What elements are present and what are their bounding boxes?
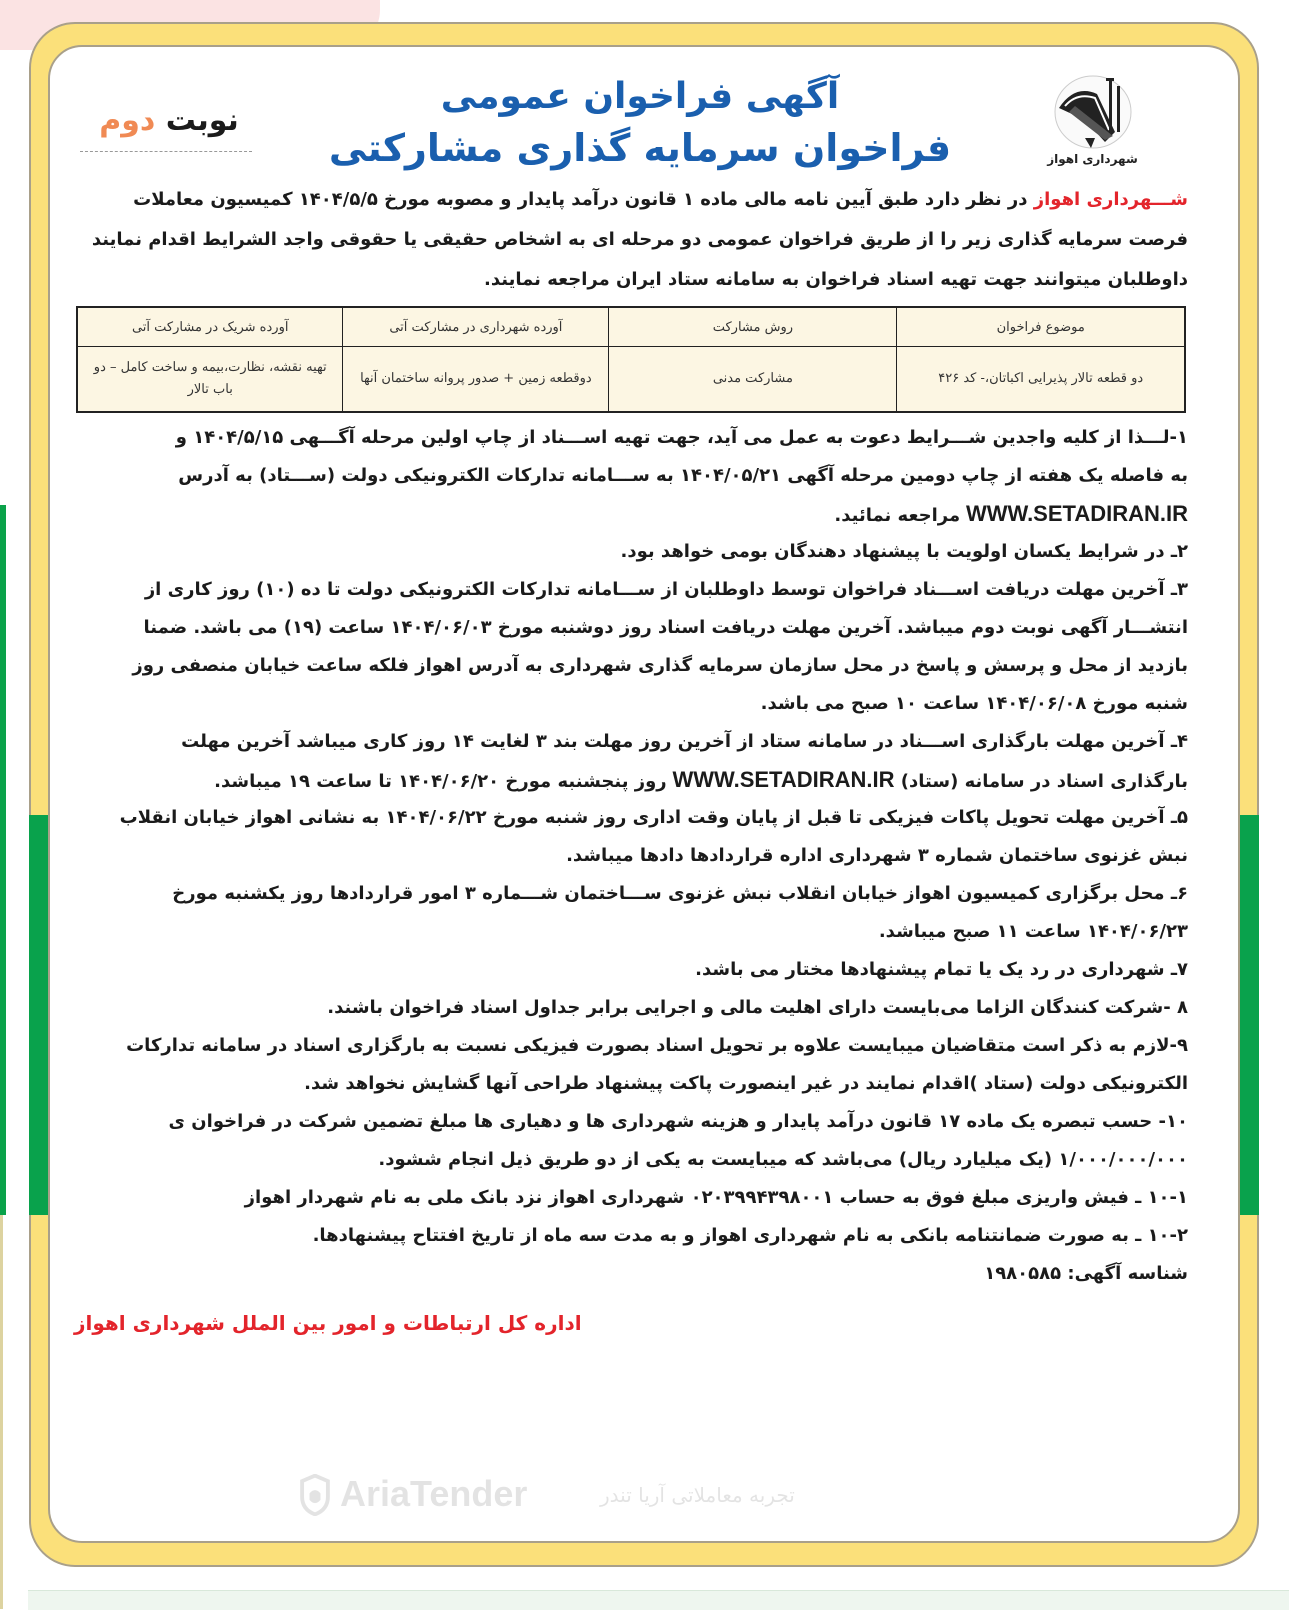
clause-9-line-2: الکترونیکی دولت (ستاد )اقدام نمایند در غیر اینصورت پاکت پیشنهاد طراحی آنها گشایش نخواهد شد. [304,1073,1188,1094]
clause-8: ۸ -شرکت کنندگان الزاما می‌بایست دارای اهلیت مالی و اجرایی برابر جداول اسناد فراخوان باشند. [327,997,1188,1018]
clause-3-line-1: ۳ـ آخرین مهلت دریافت اســـناد فراخوان توسط داوطلبان از ســـامانه تدارکات الکترونیکی دولت تا ده (۱۰) روز کاری از [144,579,1188,600]
clause-3-line-2: انتشـــار آگهی نوبت دوم میباشد. آخرین مهلت دریافت اسناد روز دوشنبه مورخ ۱۴۰۴/۰۶/۰۳ ساعت (۱۹) می باشد. ضمنا [143,617,1188,638]
table-cell: تهیه نقشه، نظارت،بیمه و ساخت کامل – دو باب تالار [77,347,343,413]
clause-10-line-2: ۱/۰۰۰/۰۰۰/۰۰۰ (یک میلیارد ریال) می‌باشد که میبایست به یکی از دو طریق ذیل انجام ششود. [378,1149,1188,1170]
clause-6-line-2: ۱۴۰۴/۰۶/۲۳ ساعت ۱۱ صبح میباشد. [878,921,1188,942]
clause-6-line-1: ۶ـ محل برگزاری کمیسیون اهواز خیابان انقلاب نبش غزنوی ســـاختمان شـــماره ۳ امور قراردادها روز یکشنبه مورخ [172,883,1188,904]
clause-5-line-1: ۵ـ آخرین مهلت تحویل پاکات فیزیکی تا قبل از پایان وقت اداری روز شنبه مورخ ۱۴۰۴/۰۶/۲۲ به نشانی اهواز خیابان انقلاب [119,807,1188,828]
badge-divider [80,151,252,152]
intro-line-1 [74,180,1188,220]
intro-line-1-text: در نظر دارد طبق آیین نامه مالی ماده ۱ قانون درآمد پایدار و مصوبه مورخ ۱۴۰۴/۵/۵ کمیسیون معاملات [133,189,1034,210]
clause-1-line-2: به فاصله یک هفته از چاپ دومین مرحله آگهی ۱۴۰۴/۰۵/۲۱ به ســـامانه تدارکات الکترونیکی دولت (ســـتاد) به آدرس [178,465,1188,486]
clause-1-line-1: ۱-لـــذا از کلیه واجدین شـــرایط دعوت به عمل می آید، جهت تهیه اســـناد از چاپ اولین مرحله آگـــهی ۱۴۰۴/۵/۱۵ و [175,427,1188,448]
clause-1-line-3-text: مراجعه نمائید. [834,505,966,526]
setad-url-link[interactable]: WWW.SETADIRAN.IR [672,767,895,792]
intro-line-2: فرصت سرمایه گذاری زیر را از طریق فراخوان عمومی دو مرحله ای به اشخاص حقیقی یا حقوقی واجد الشرایط اقدام نمایند [91,229,1188,250]
table-header: موضوع فراخوان [897,307,1185,347]
background-green-strip [0,505,6,1215]
logo-caption: شهرداری اهواز [1047,152,1138,166]
badge-word-second: دوم [99,103,156,138]
table-row [77,347,1185,413]
page-title: آگهی فراخوان عمومی [440,76,840,117]
signature-footer [74,1307,1188,1339]
clause-4-line-1: ۴ـ آخرین مهلت بارگذاری اســـناد در سامانه ستاد از آخرین روز مهلت بند ۳ لغایت ۱۴ روز کاری میباشد آخرین مهلت [181,731,1188,752]
table-header: آورده شریک در مشارکت آتی [77,307,343,347]
intro-line-3: داوطلبان میتوانند جهت تهیه اسناد فراخوان به سامانه ستاد ایران مراجعه نمایند. [484,269,1188,290]
ad-id: شناسه آگهی: ۱۹۸۰۵۸۵ [984,1263,1188,1284]
clause-3-line-3: بازدید از محل و پرسش و پاسخ در محل سازمان سرمایه گذاری شهرداری به آدرس اهواز فلکه ساعت خیابان منصفی روز [132,655,1188,676]
clause-10-line-1: ۱۰- حسب تبصره یک ماده ۱۷ قانون درآمد پایدار و هزینه شهرداری ها و دهیاری ها مبلغ تضمین شرکت در فراخوان ی [168,1111,1188,1132]
clause-7: ۷ـ شهرداری در رد یک یا تمام پیشنهادها مختار می باشد. [695,959,1188,980]
table-header-row [77,307,1185,347]
tender-table [76,306,1186,413]
intro-org-name: شـــهرداری اهواز [1033,189,1188,210]
publication-round-badge [84,98,254,144]
clause-3-line-4: شنبه مورخ ۱۴۰۴/۰۶/۰۸ ساعت ۱۰ صبح می باشد. [760,693,1188,714]
table-header: روش مشارکت [609,307,897,347]
table-cell: دوقطعه زمین + صدور پروانه ساختمان آنها [343,347,609,413]
signature-text: اداره کل ارتباطات و امور بین الملل شهرداری اهواز [74,1311,582,1335]
frame-green-band-right [1238,815,1259,1215]
clause-10-1: ۱۰-۱ ـ فیش واریزی مبلغ فوق به حساب ۰۲۰۳۹۹۴۳۹۸۰۰۱ شهرداری اهواز نزد بانک ملی به نام شهردار اهواز [244,1187,1188,1208]
table-cell: مشارکت مدنی [609,347,897,413]
page-subtitle: فراخوان سرمایه گذاری مشارکتی [328,126,952,170]
background-edge-line [0,1215,3,1609]
clause-4-line-2-a: بارگذاری اسناد در سامانه (ستاد) [894,771,1188,792]
clause-4-line-2 [74,761,1188,799]
clause-2: ۲ـ در شرایط یکسان اولویت با پیشنهاد دهندگان بومی خواهد بود. [620,541,1188,562]
setad-url-link[interactable]: WWW.SETADIRAN.IR [965,501,1188,526]
clause-9-line-1: ۹-لازم به ذکر است متقاضیان میبایست علاوه بر تحویل اسناد بصورت فیزیکی نسبت به بارگزاری اسناد در سامانه تدارکات [126,1035,1188,1056]
background-bottom-strip [28,1590,1289,1610]
clause-10-2: ۱۰-۲ ـ به صورت ضمانتنامه بانکی به نام شهرداری اهواز و به مدت سه ماه از تاریخ افتتاح پیشنهادها. [312,1225,1188,1246]
frame-green-band-left [29,815,50,1215]
clause-5-line-2: نبش غزنوی ساختمان شماره ۳ شهرداری اداره قراردادها دادها میباشد. [566,845,1188,866]
table-header: آورده شهرداری در مشارکت آتی [343,307,609,347]
table-cell: دو قطعه تالار پذیرایی اکباتان،- کد ۴۲۶ [897,347,1185,413]
badge-word-round: نوبت [165,103,239,138]
clause-4-line-2-b: روز پنجشنبه مورخ ۱۴۰۴/۰۶/۲۰ تا ساعت ۱۹ میباشد. [214,771,673,792]
clause-1-line-3 [74,495,1188,533]
ad-body [74,180,1188,1339]
